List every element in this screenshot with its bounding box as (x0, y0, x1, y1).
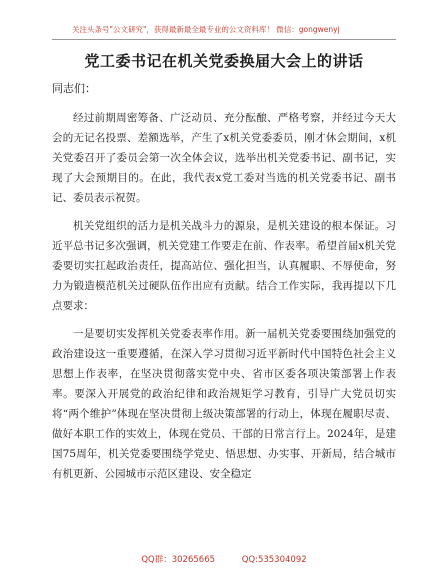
header-divider (52, 39, 396, 40)
paragraph: 一是要切实发挥机关党委表率作用。新一届机关党委要围绕加强党的政治建设这一重要遵循，在深入学习贯彻习近平新时代中国特色社会主义思想上作表率，在坚决贯彻落实党中央、省市区委各项决策部署上作表率。要深入开展党的政治纪律和政治规矩学习教育，引导广大党员切实将“两个维护”体现在坚决贯彻上级决策部署的行动上，体现在履职尽责、做好本职工作的实效上，体现在党员、干部的日常言行上。2024年，是建国75周年，机关党委要围绕学党史、悟思想、办实事、开新局，结合城市有机更新、公园城市示范区建设、安全稳定 (52, 328, 396, 480)
paragraph: 机关党组织的活力是机关战斗力的源泉，是机关建设的根本保证。习近平总书记多次强调，机关党建工作要走在前、作表率。希望首届x机关党委要切实扛起政治责任，提高站位、强化担当，认真履职、不辱使命，努力为锻造模范机关过硬队伍作出应有贡献。结合工作实际，我再提以下几点要求： (52, 220, 396, 312)
footer-qq-group: QQ群：30265665 (141, 555, 216, 565)
salutation: 同志们： (52, 82, 96, 95)
document-title: 党工委书记在机关党委换届大会上的讲话 (84, 52, 364, 70)
header-note: 关注头条号"公文研究"，获得最新最全最专业的公文资料库！ 微信：gongwenyj (72, 25, 340, 34)
footer (0, 553, 448, 565)
footer-qq-contact: QQ:535304092 (241, 555, 307, 565)
paragraph: 经过前期周密筹备、广泛动员、充分酝酿、严格考察，并经过今天大会的无记名投票、差额选举，产生了x机关党委委员，刚才休会期间，x机关党委召开了委员会第一次全体会议，选举出机关党委书记、副书记，实现了大会预期目的。在此，我代表x党工委对当选的机关党委书记、副书记、委员表示祝贺。 (52, 112, 396, 204)
document-body (52, 108, 396, 492)
